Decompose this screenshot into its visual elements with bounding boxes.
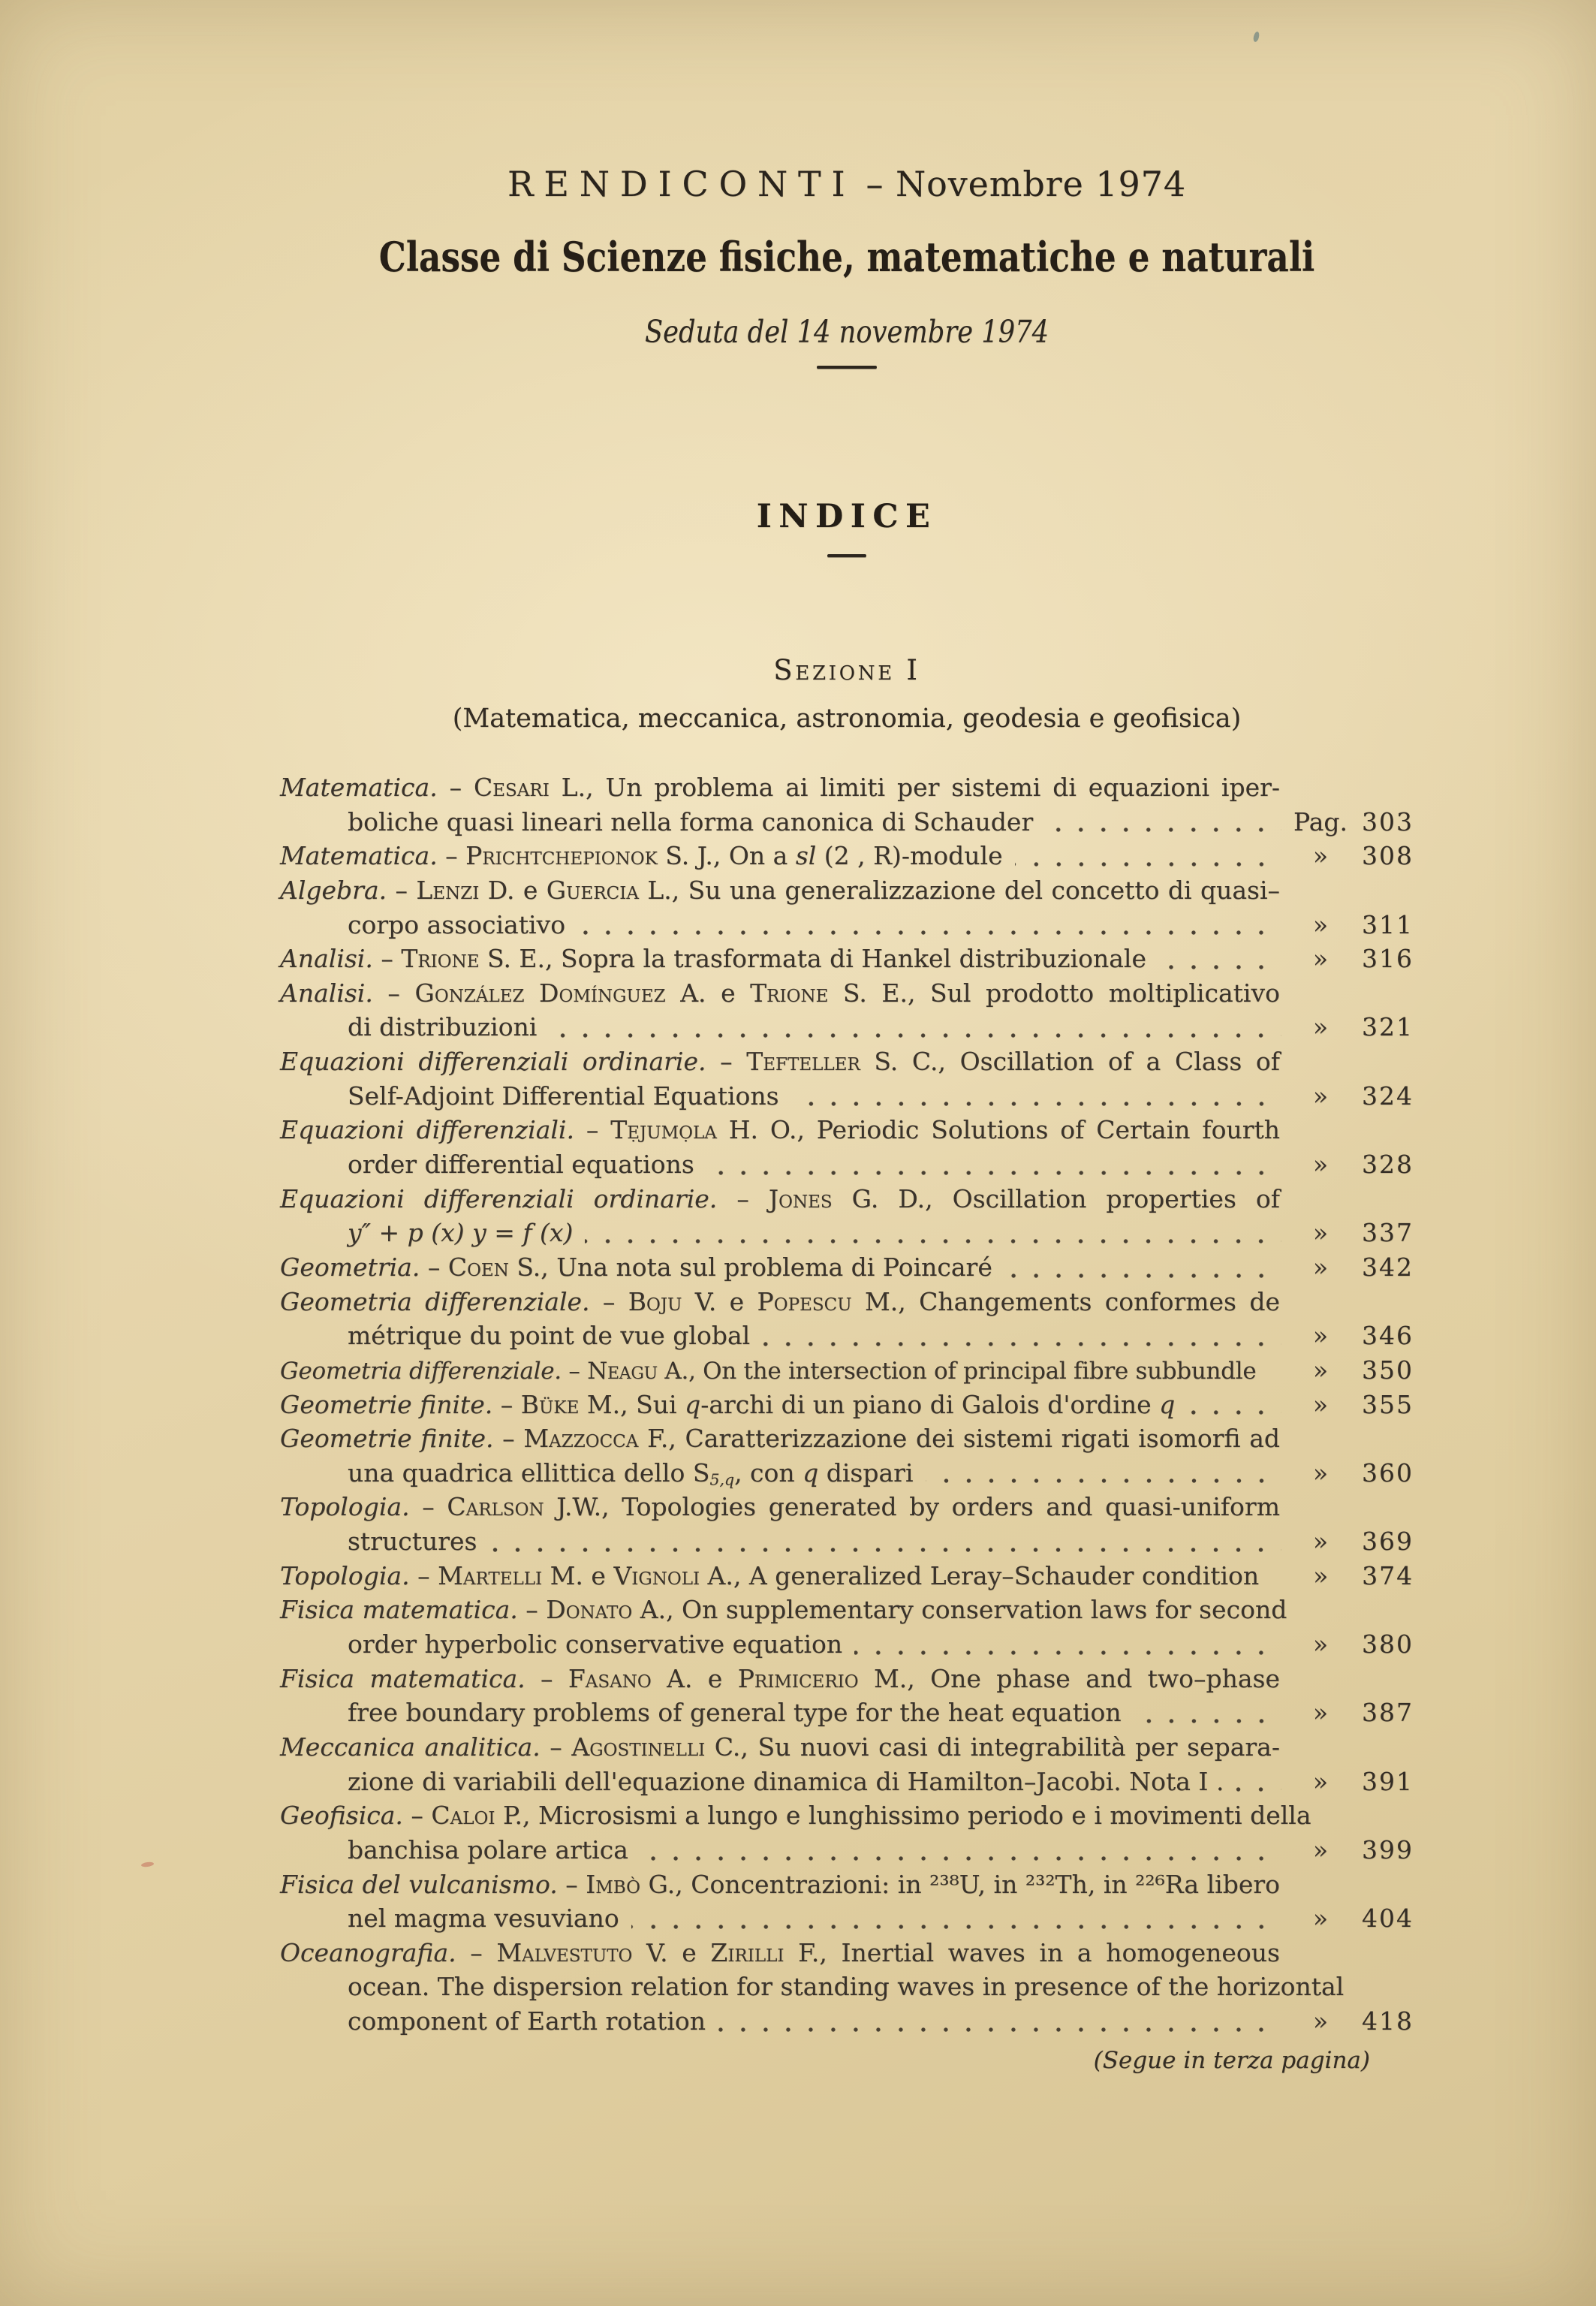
text-segment: e xyxy=(514,875,547,905)
text-segment: q xyxy=(1159,1389,1176,1419)
toc-entry xyxy=(280,1421,1414,1490)
text-segment: , Inertial waves in a homogeneous xyxy=(819,1937,1280,1967)
text-segment: , Concentrazioni: in ²³⁸U, in ²³²Th, in ²²⁶Ra libero xyxy=(675,1869,1280,1899)
text-segment: – xyxy=(372,978,415,1008)
toc-line-text xyxy=(348,1216,573,1250)
dot-leader xyxy=(489,1548,1281,1552)
text-segment: , Sui xyxy=(620,1389,685,1419)
text-segment: , On supplementary conservation laws for second xyxy=(666,1595,1287,1625)
page-ref-label: » xyxy=(1312,1321,1329,1351)
text-segment: ocean. The dispersion relation for standing waves in presence of the horizontal xyxy=(348,1972,1345,2002)
page-ref-number: 328 xyxy=(1362,1150,1414,1180)
toc-line-text xyxy=(280,873,1280,908)
text-segment: e xyxy=(692,1663,738,1693)
text-segment: Caloi P. xyxy=(431,1801,522,1831)
journal-name: RENDICONTI xyxy=(507,164,856,204)
toc-line xyxy=(280,1216,1414,1250)
page-ref-number: 337 xyxy=(1362,1218,1414,1248)
toc-entry xyxy=(280,1593,1414,1661)
text-segment: – xyxy=(492,1389,521,1419)
dot-leader xyxy=(1187,1410,1281,1415)
page-ref-number: 399 xyxy=(1362,1834,1414,1864)
dot-leader xyxy=(1015,862,1281,867)
toc-line-text xyxy=(280,1559,1259,1593)
text-segment: Carlson J.W. xyxy=(447,1492,602,1522)
page-ref-label: » xyxy=(1312,1252,1329,1282)
text-segment: Büke M. xyxy=(520,1389,621,1419)
text-segment: Geometria differenziale. xyxy=(280,1357,562,1385)
toc-entry xyxy=(280,1490,1414,1558)
page-ref-label: » xyxy=(1313,1560,1329,1590)
toc-entry xyxy=(280,839,1414,873)
toc-line xyxy=(280,1147,1414,1182)
dot-leader xyxy=(577,930,1281,935)
text-segment: (2 , R)-module xyxy=(816,841,1003,871)
text-segment: e xyxy=(667,1937,711,1967)
text-segment: – xyxy=(493,1424,524,1454)
page-ref-label: » xyxy=(1312,1698,1329,1728)
text-segment: Topologia. xyxy=(280,1492,410,1522)
toc-line-text xyxy=(280,1388,1175,1422)
dot-leader xyxy=(854,1650,1281,1655)
dot-leader xyxy=(718,2027,1281,2032)
text-segment: Topologia. xyxy=(280,1560,410,1590)
toc-entry xyxy=(280,1936,1414,2039)
text-segment: Boju V. xyxy=(628,1286,717,1316)
text-segment: Oceanografia. xyxy=(280,1937,456,1967)
journal-title-line xyxy=(280,164,1414,204)
page-ref-number: 316 xyxy=(1362,944,1414,974)
toc-entry xyxy=(280,976,1414,1044)
text-segment: Fisica matematica. xyxy=(280,1663,525,1693)
text-segment: – xyxy=(557,1869,586,1899)
text-segment: , con xyxy=(734,1457,803,1488)
text-segment: Cesari L. xyxy=(473,773,586,802)
dot-leader xyxy=(1158,965,1281,969)
toc-entry xyxy=(280,1388,1414,1422)
text-segment: Tẹjumọla H. O. xyxy=(610,1115,797,1145)
text-segment: Meccanica analitica. xyxy=(280,1732,541,1762)
text-segment: , One phase and two–phase xyxy=(907,1663,1280,1693)
text-segment: – xyxy=(525,1663,568,1693)
toc-line xyxy=(280,1456,1414,1491)
toc-line xyxy=(280,1421,1414,1456)
page-ref-label: » xyxy=(1312,944,1329,974)
toc-line-text xyxy=(348,1627,842,1662)
text-segment: order hyperbolic conservative equation xyxy=(348,1629,843,1659)
text-segment: – xyxy=(402,1801,432,1831)
section-scope: (Matematica, meccanica, astronomia, geodesia e geofisica) xyxy=(452,704,1242,734)
toc-line xyxy=(280,1936,1414,1970)
text-segment: , Una nota sul problema di Poincaré xyxy=(541,1252,992,1282)
dot-leader xyxy=(585,1239,1281,1243)
page-ref-label: » xyxy=(1312,1834,1329,1864)
text-segment: order differential equations xyxy=(348,1150,694,1180)
text-segment: Algebra. xyxy=(280,875,387,905)
page-ref-label: » xyxy=(1312,1150,1329,1180)
text-segment: , On a xyxy=(712,841,796,871)
toc-line xyxy=(280,1388,1414,1422)
toc-line xyxy=(280,942,1414,976)
page-ref-number: 387 xyxy=(1362,1698,1414,1728)
toc-line xyxy=(280,1593,1414,1627)
page-ref-label: » xyxy=(1312,1012,1329,1042)
toc-line-text xyxy=(280,1250,992,1285)
toc-line xyxy=(280,1833,1414,1867)
text-segment: Geometria differenziale. xyxy=(280,1286,590,1316)
page-ref-label: » xyxy=(1312,1527,1329,1557)
toc-entry xyxy=(280,1867,1414,1936)
text-segment: – xyxy=(387,875,417,905)
toc-line xyxy=(280,1079,1414,1114)
toc-line-text xyxy=(280,1936,1280,1970)
toc-line-text xyxy=(280,976,1280,1011)
toc-entry xyxy=(280,1559,1414,1593)
page-ref-label: » xyxy=(1312,1904,1329,1934)
text-segment: Geometrie finite. xyxy=(280,1389,493,1419)
toc-line-text xyxy=(348,805,1033,840)
toc-line xyxy=(280,1559,1414,1593)
text-segment: Mazzocca F. xyxy=(523,1424,669,1454)
toc-line xyxy=(280,1867,1414,1902)
toc-entry xyxy=(280,1182,1414,1250)
page-ref-label: » xyxy=(1312,2006,1329,2036)
toc-line-text xyxy=(280,1421,1280,1456)
journal-issue: – Novembre 1974 xyxy=(866,164,1187,204)
text-segment: nel magma vesuviano xyxy=(348,1904,619,1934)
toc-line-text xyxy=(280,1113,1280,1147)
dot-leader xyxy=(1268,1376,1281,1381)
toc-entry xyxy=(280,770,1414,839)
text-segment: – xyxy=(517,1595,547,1625)
toc-line-text xyxy=(348,908,565,942)
toc-line xyxy=(280,1113,1414,1147)
page-ref-label: » xyxy=(1312,1629,1329,1659)
toc-line xyxy=(280,839,1414,873)
toc-line-text xyxy=(280,1285,1280,1319)
text-segment: – xyxy=(589,1286,628,1316)
toc-line xyxy=(280,1662,1414,1696)
toc-line xyxy=(280,1044,1414,1079)
text-segment: Geometria. xyxy=(280,1252,420,1282)
text-segment: sl xyxy=(795,841,817,871)
text-segment: q xyxy=(685,1389,701,1419)
text-segment: boliche quasi lineari nella forma canonica di Schauder xyxy=(348,806,1034,836)
dot-leader xyxy=(706,1171,1281,1175)
text-segment: , On the intersection of principal fibre subbundle xyxy=(688,1357,1257,1385)
page-ref-number: 303 xyxy=(1362,806,1414,836)
class-title: Classe di Scienze fisiche, matematiche e naturali xyxy=(378,233,1315,281)
text-segment: Analisi. xyxy=(280,978,373,1008)
text-segment: Lenzi D. xyxy=(416,875,515,905)
toc-line-text xyxy=(280,1182,1280,1216)
toc-line-text xyxy=(280,1044,1280,1079)
text-segment: Jones G. D. xyxy=(768,1183,926,1213)
toc-line xyxy=(280,1353,1414,1388)
page-ref-number: 391 xyxy=(1362,1766,1414,1796)
text-segment: – xyxy=(372,944,402,974)
page-ref-number: 342 xyxy=(1362,1252,1414,1282)
toc-entry xyxy=(280,873,1414,942)
text-segment: Fisica matematica. xyxy=(280,1595,518,1625)
toc-line-text xyxy=(280,770,1280,805)
page-ref-number: 380 xyxy=(1362,1629,1414,1659)
text-segment: Popescu M. xyxy=(757,1286,899,1316)
text-segment: zione di variabili dell'equazione dinamica di Hamilton–Jacobi. Nota I . xyxy=(348,1766,1224,1796)
toc-line-text xyxy=(348,1147,694,1182)
text-segment: Coen S. xyxy=(447,1252,541,1282)
dot-leader xyxy=(926,1479,1282,1483)
text-segment: dispari xyxy=(818,1457,914,1488)
text-segment: , Sul prodotto moltiplicativo xyxy=(907,978,1280,1008)
page-ref-label: » xyxy=(1312,1218,1329,1248)
text-segment: Fasano A. xyxy=(568,1663,693,1693)
toc-entry xyxy=(280,1798,1414,1867)
text-segment: – xyxy=(717,1183,769,1213)
divider-rule xyxy=(817,366,877,369)
text-segment: e xyxy=(706,978,751,1008)
text-segment: , Sopra la trasformata di Hankel distribuzionale xyxy=(545,944,1146,974)
table-of-contents xyxy=(280,770,1414,2039)
text-segment: , Caratterizzazione dei sistemi rigati isomorfi ad xyxy=(668,1424,1280,1454)
toc-entry xyxy=(280,1662,1414,1730)
text-segment: – xyxy=(561,1357,588,1385)
page-ref-number: 374 xyxy=(1362,1560,1414,1590)
text-segment: e xyxy=(716,1286,757,1316)
text-segment: , A generalized Leray–Schauder condition xyxy=(733,1560,1260,1590)
text-segment: – xyxy=(574,1115,611,1145)
page-ref-number: 418 xyxy=(1362,2006,1414,2036)
text-segment: – xyxy=(456,1937,497,1967)
text-segment: , Changements conformes de xyxy=(898,1286,1280,1316)
text-segment: di distribuzioni xyxy=(348,1012,538,1042)
toc-line-text xyxy=(280,1355,1256,1389)
text-segment: q xyxy=(803,1457,819,1488)
toc-entry xyxy=(280,1730,1414,1798)
text-segment: , Periodic Solutions of Certain fourth xyxy=(796,1115,1280,1145)
text-segment: Donato A. xyxy=(546,1595,667,1625)
text-segment: Vignoli A. xyxy=(613,1560,733,1590)
divider-rule xyxy=(827,554,866,557)
text-segment: González Domínguez A. xyxy=(414,978,706,1008)
page-ref-label: » xyxy=(1312,909,1329,939)
toc-line-text xyxy=(348,1696,1122,1730)
toc-line-text xyxy=(348,1765,1224,1799)
text-segment: , Microsismi a lungo e lunghissimo periodo e i movimenti della xyxy=(522,1801,1311,1831)
toc-line xyxy=(280,1490,1414,1524)
toc-line-text xyxy=(348,1901,619,1936)
toc-line-text xyxy=(280,1662,1280,1696)
session-date: Seduta del 14 novembre 1974 xyxy=(644,314,1049,350)
page-ref-number: 369 xyxy=(1362,1527,1414,1557)
text-segment: Imbò G. xyxy=(586,1869,676,1899)
text-segment: Guercia L. xyxy=(546,875,672,905)
text-segment: Equazioni differenziali ordinarie. xyxy=(280,1183,718,1213)
page-ref-label: » xyxy=(1312,1766,1329,1796)
text-segment: – xyxy=(540,1732,572,1762)
toc-line xyxy=(280,1970,1414,2004)
toc-line xyxy=(280,1524,1414,1559)
page-ref-number: 324 xyxy=(1362,1081,1414,1111)
text-segment: Primicerio M. xyxy=(737,1663,908,1693)
text-segment: Matematica. xyxy=(280,773,438,802)
text-segment: Neagu A. xyxy=(587,1357,689,1385)
text-segment: Equazioni differenziali. xyxy=(280,1115,574,1145)
text-segment: Analisi. xyxy=(280,944,373,974)
text-segment: , Oscillation of a Class of xyxy=(938,1047,1280,1077)
toc-line-text xyxy=(348,1970,1345,2004)
text-segment: – xyxy=(409,1492,447,1522)
toc-line xyxy=(280,1010,1414,1044)
page-ref-label: » xyxy=(1312,1389,1329,1419)
text-segment: una quadrica ellittica dello S xyxy=(348,1457,710,1488)
text-segment: Trione S. E. xyxy=(750,978,908,1008)
text-segment: y″ + p (x) y = f (x) xyxy=(348,1218,574,1248)
dot-leader xyxy=(762,1342,1281,1346)
dot-leader xyxy=(791,1102,1281,1106)
toc-line xyxy=(280,770,1414,805)
page-ref-label: » xyxy=(1312,1457,1329,1488)
text-segment: Zirilli F. xyxy=(710,1937,820,1967)
text-segment: , Su una generalizzazione del concetto di quasi– xyxy=(671,875,1281,905)
toc-line-text xyxy=(348,1319,750,1353)
text-segment: Self-Adjoint Differential Equations xyxy=(348,1081,779,1111)
dot-leader xyxy=(1271,1581,1281,1586)
text-segment: Geofisica. xyxy=(280,1801,403,1831)
toc-line xyxy=(280,976,1414,1011)
toc-entry xyxy=(280,1250,1414,1285)
dot-leader xyxy=(1045,827,1281,832)
text-segment: , Oscillation properties of xyxy=(925,1183,1281,1213)
section-heading: Sezione I xyxy=(773,654,920,686)
index-heading: INDICE xyxy=(756,498,938,535)
toc-line xyxy=(280,1901,1414,1936)
toc-line xyxy=(280,1250,1414,1285)
toc-line xyxy=(280,805,1414,840)
toc-line xyxy=(280,1319,1414,1353)
page-ref-number: 355 xyxy=(1362,1389,1414,1419)
toc-line-text xyxy=(280,1730,1280,1765)
toc-line xyxy=(280,908,1414,942)
text-segment: Fisica del vulcanismo. xyxy=(280,1869,558,1899)
text-segment: – xyxy=(420,1252,448,1282)
page-ref-label: » xyxy=(1312,1355,1329,1385)
toc-entry xyxy=(280,1113,1414,1181)
text-segment: , Topologies generated by orders and quasi-uniform xyxy=(601,1492,1280,1522)
toc-line xyxy=(280,1798,1414,1833)
toc-line-text xyxy=(348,1524,477,1559)
text-segment: structures xyxy=(348,1527,477,1557)
text-segment: Tefteller S. C. xyxy=(746,1047,938,1077)
toc-line xyxy=(280,873,1414,908)
text-segment: métrique du point de vue global xyxy=(348,1321,751,1351)
text-segment: corpo associativo xyxy=(348,909,566,939)
toc-line xyxy=(280,1285,1414,1319)
toc-line-text xyxy=(280,942,1146,976)
text-segment: – xyxy=(409,1560,438,1590)
dot-leader xyxy=(1134,1719,1281,1723)
text-segment: Agostinelli C. xyxy=(571,1732,741,1762)
text-segment: , Un problema ai limiti per sistemi di equazioni iper- xyxy=(586,773,1281,802)
text-segment: Martelli M. xyxy=(438,1560,583,1590)
text-segment: banchisa polare artica xyxy=(348,1834,628,1864)
text-segment: Prichtchepionok S. J. xyxy=(465,841,713,871)
dot-leader xyxy=(1236,1787,1281,1792)
page-ref-number: 404 xyxy=(1362,1904,1414,1934)
text-segment: – xyxy=(706,1047,747,1077)
page-ref-label: » xyxy=(1312,841,1329,871)
dot-leader xyxy=(549,1033,1281,1038)
continuation-note: (Segue in terza pagina) xyxy=(1093,2047,1370,2074)
toc-line-text xyxy=(280,839,1003,873)
ink-speck xyxy=(141,1861,155,1867)
toc-line xyxy=(280,1182,1414,1216)
toc-line-text xyxy=(280,1798,1311,1833)
dot-leader xyxy=(640,1856,1281,1861)
text-segment: 5,q xyxy=(709,1470,735,1489)
toc-line xyxy=(280,1765,1414,1799)
text-segment: Malvestuto V. xyxy=(496,1937,668,1967)
page-ref-label: » xyxy=(1312,1081,1329,1111)
toc-entry xyxy=(280,1285,1414,1353)
toc-entry xyxy=(280,1353,1414,1388)
toc-line-text xyxy=(348,2004,706,2039)
text-segment: Matematica. xyxy=(280,841,438,871)
toc-line-text xyxy=(280,1490,1280,1524)
page-ref-number: 350 xyxy=(1362,1355,1414,1385)
toc-line xyxy=(280,1696,1414,1730)
toc-line-text xyxy=(280,1867,1280,1902)
text-segment: component of Earth rotation xyxy=(348,2006,706,2036)
text-segment: Trione S. E. xyxy=(401,944,546,974)
page-ref-number: 321 xyxy=(1362,1012,1414,1042)
text-segment: Geometrie finite. xyxy=(280,1424,494,1454)
page-ref-label: Pag. xyxy=(1293,806,1348,836)
toc-line-text xyxy=(348,1833,628,1867)
toc-entry xyxy=(280,1044,1414,1113)
text-segment: e xyxy=(583,1560,614,1590)
dot-leader xyxy=(1004,1274,1281,1278)
dot-leader xyxy=(631,1925,1281,1929)
toc-line xyxy=(280,2004,1414,2039)
page-ref-number: 346 xyxy=(1362,1321,1414,1351)
toc-line xyxy=(280,1627,1414,1662)
ink-speck xyxy=(1252,31,1260,42)
toc-line-text xyxy=(280,1593,1287,1627)
text-segment: – xyxy=(437,773,474,802)
text-segment: , Su nuovi casi di integrabilità per separa- xyxy=(740,1732,1280,1762)
text-segment: Equazioni differenziali ordinarie. xyxy=(280,1047,706,1077)
toc-line-text xyxy=(348,1079,779,1114)
text-segment: free boundary problems of general type for the heat equation xyxy=(348,1698,1122,1728)
text-segment: – xyxy=(437,841,466,871)
page-ref-number: 360 xyxy=(1362,1457,1414,1488)
toc-line-text xyxy=(348,1010,537,1044)
page-ref-number: 311 xyxy=(1362,909,1414,939)
page-ref-number: 308 xyxy=(1362,841,1414,871)
toc-line xyxy=(280,1730,1414,1765)
toc-entry xyxy=(280,942,1414,976)
text-segment: -archi di un piano di Galois d'ordine xyxy=(700,1389,1160,1419)
